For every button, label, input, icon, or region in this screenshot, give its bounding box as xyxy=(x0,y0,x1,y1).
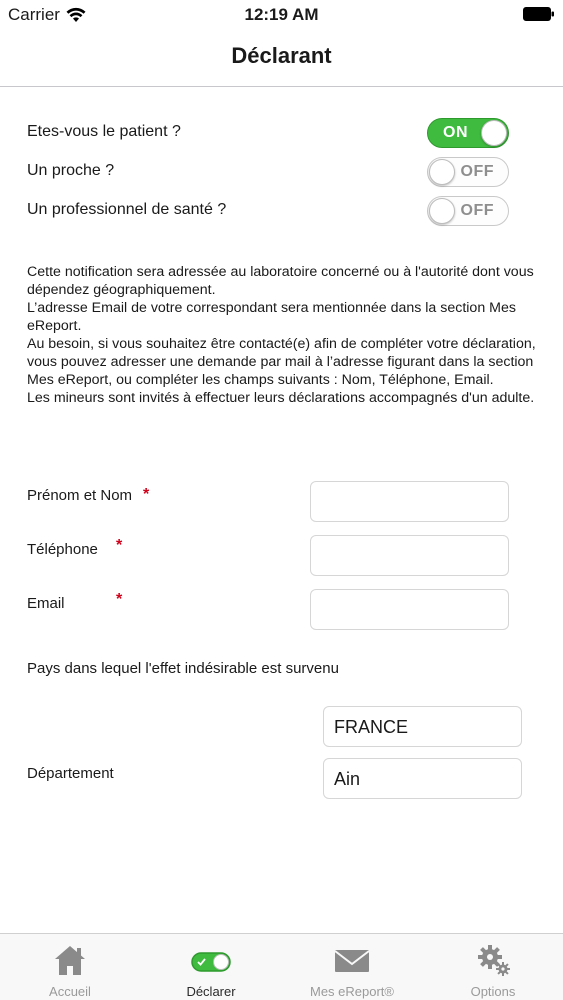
switch-state-label: OFF xyxy=(460,163,494,180)
name-label: Prénom et Nom xyxy=(27,487,133,504)
status-time: 12:19 AM xyxy=(244,5,319,24)
envelope-icon xyxy=(332,942,372,978)
tab-label: Déclarer xyxy=(186,984,236,999)
department-select[interactable] xyxy=(323,758,522,799)
switch-knob xyxy=(481,120,507,146)
patient-row xyxy=(27,118,509,148)
notice-line: L’adresse Email de votre correspondant sera mentionnée dans la section Mes eReport. xyxy=(27,300,516,334)
email-input[interactable] xyxy=(310,589,509,630)
tab-label: Mes eReport® xyxy=(310,984,394,999)
tab-label: Accueil xyxy=(49,984,91,999)
switch-knob xyxy=(429,198,455,224)
country-value: FRANCE xyxy=(334,717,409,737)
tab-options[interactable] xyxy=(423,934,563,1000)
notice-text xyxy=(27,263,537,407)
relative-row xyxy=(27,157,509,187)
switch-state-label: OFF xyxy=(460,202,494,219)
notice-line: Les mineurs sont invités à effectuer leurs déclarations accompagnés d'un adulte. xyxy=(27,390,535,406)
switch-state-label: ON xyxy=(443,124,468,141)
health-professional-row xyxy=(27,196,509,226)
home-icon xyxy=(50,942,90,978)
toggle-icon xyxy=(191,942,231,978)
country-label: Pays dans lequel l'effet indésirable est survenu xyxy=(27,660,339,677)
battery-icon xyxy=(523,7,555,21)
tab-accueil[interactable] xyxy=(0,934,140,1000)
department-value: Ain xyxy=(334,769,361,789)
health-professional-switch[interactable] xyxy=(427,196,509,226)
phone-label: Téléphone xyxy=(27,541,98,558)
page-title: Déclarant xyxy=(231,43,332,68)
department-label: Département xyxy=(27,765,114,782)
country-select[interactable] xyxy=(323,706,522,747)
notice-line: Cette notification sera adressée au laboratoire concerné ou à l'autorité dont vous dépendez géographiquement. xyxy=(27,264,534,298)
tab-mes-ereport[interactable] xyxy=(282,934,422,1000)
notice-line: Au besoin, si vous souhaitez être contacté(e) afin de compléter votre déclaration, vous pouvez adresser une demande par mail à l’adresse figurant dans la section Mes eReport, ou compléter les champs suivants : Nom, Téléphone, Email. xyxy=(27,336,536,388)
phone-input[interactable] xyxy=(310,535,509,576)
navigation-bar xyxy=(0,30,563,87)
carrier-label: Carrier xyxy=(8,5,60,24)
tab-label: Options xyxy=(470,984,516,999)
name-input[interactable] xyxy=(310,481,509,522)
health-professional-label: Un professionnel de santé ? xyxy=(27,201,227,218)
required-marker: * xyxy=(116,537,123,554)
switch-knob xyxy=(429,159,455,185)
email-label: Email xyxy=(27,595,65,612)
required-marker: * xyxy=(116,591,123,608)
patient-label: Etes-vous le patient ? xyxy=(27,123,181,140)
required-marker: * xyxy=(143,486,150,503)
tab-declarer[interactable] xyxy=(141,934,281,1000)
gear-icon xyxy=(473,942,513,978)
tab-bar xyxy=(0,933,563,1000)
relative-label: Un proche ? xyxy=(27,162,115,179)
status-bar xyxy=(0,0,563,30)
patient-switch[interactable] xyxy=(427,118,509,148)
relative-switch[interactable] xyxy=(427,157,509,187)
